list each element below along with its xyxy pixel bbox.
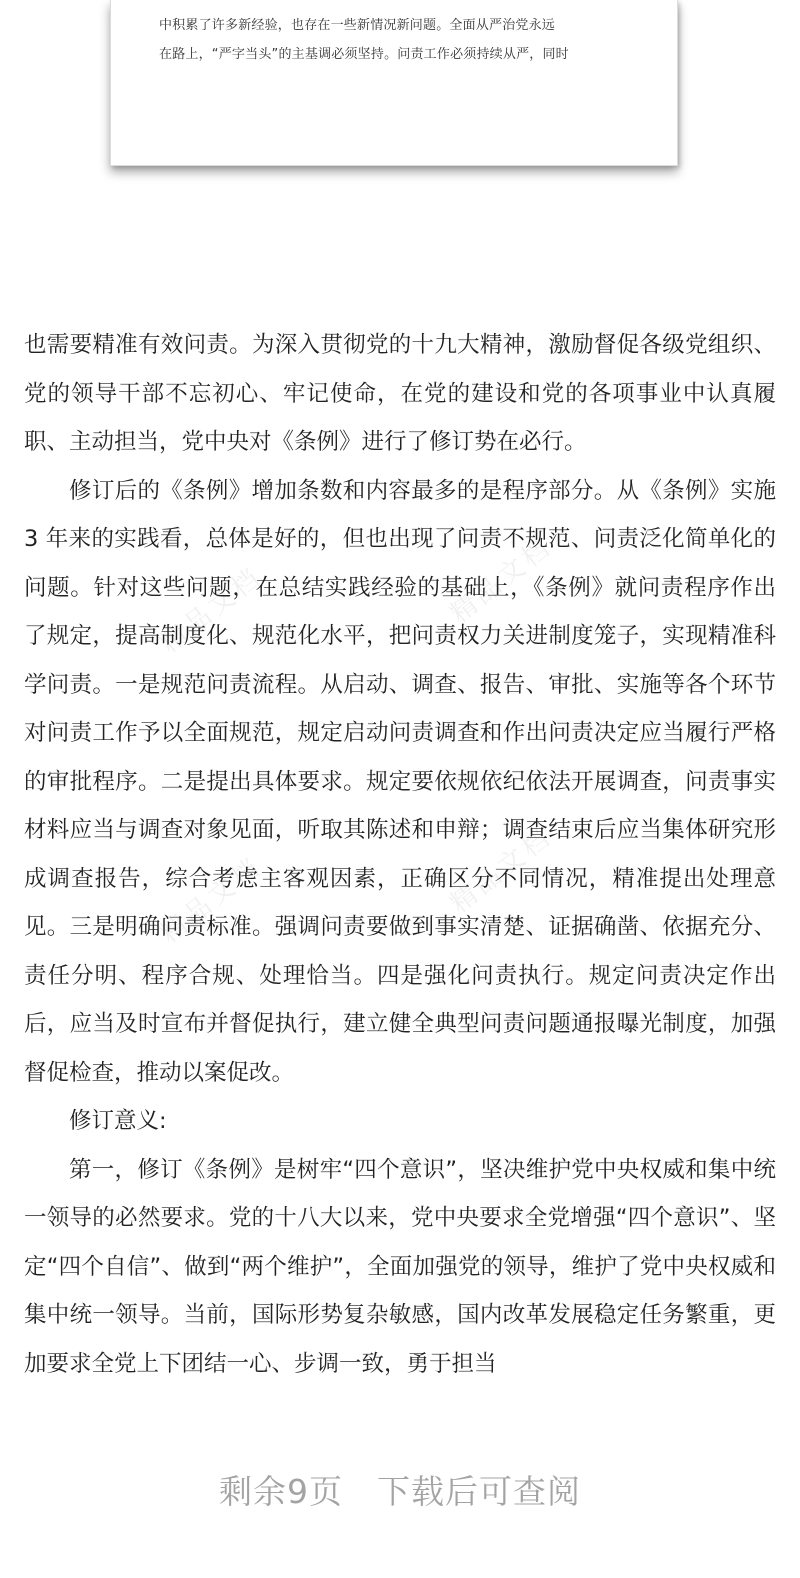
download-hint-label[interactable]: 下载后可查阅 bbox=[377, 1472, 581, 1511]
previous-page-preview bbox=[110, 0, 678, 166]
document-body bbox=[24, 321, 776, 1388]
paragraph-2: 修订后的《条例》增加条数和内容最多的是程序部分。从《条例》实施 3 年来的实践看，总体是好的，但也出现了问责不规范、问责泛化简单化的问题。针对这些问题，在总结实践经验的基础上，《条例》就问责程序作出了规定，提高制度化、规范化水平，把问责权力关进制度笼子，实现精准科学问责。一是规范问责流程。从启动、调查、报告、审批、实施等各个环节对问责工作予以全面规范，规定启动问责调查和作出问责决定应当履行严格的审批程序。二是提出具体要求。规定要依规依纪依法开展调查，问责事实材料应当与调查对象见面，听取其陈述和申辩；调查结束后应当集体研究形成调查报告，综合考虑主客观因素，正确区分不同情况，精准提出处理意见。三是明确问责标准。强调问责要做到事实清楚、证据确凿、依据充分、责任分明、程序合规、处理恰当。四是强化问责执行。规定问责决定作出后，应当及时宣布并督促执行，建立健全典型问责问题通报曝光制度，加强督促检查，推动以案促改。 bbox=[24, 477, 776, 1086]
paragraph-1: 也需要精准有效问责。为深入贯彻党的十九大精神，激励督促各级党组织、党的领导干部不忘初心、牢记使命，在党的建设和党的各项事业中认真履职、主动担当，党中央对《条例》进行了修订势在必行。 bbox=[24, 332, 776, 455]
preview-line-1: 中积累了许多新经验，也存在一些新情况新问题。全面从严治党永远 bbox=[159, 18, 556, 33]
watermark: 精品文档 bbox=[445, 531, 559, 630]
watermark: 精品文档 bbox=[445, 821, 559, 920]
watermark: 精品文档 bbox=[155, 851, 269, 950]
paragraph-3: 第一，修订《条例》是树牢“四个意识”，坚决维护党中央权威和集中统一领导的必然要求。党的十八大以来，党中央要求全党增强“四个意识”、坚定“四个自信”、做到“两个维护”，全面加强党的领导，维护了党中央权威和集中统一领导。当前，国际形势复杂敏感，国内改革发展稳定任务繁重，更加要求全党上下团结一心、步调一致，勇于担当 bbox=[24, 1156, 776, 1377]
preview-line-2: 在路上，“严字当头”的主基调必须坚持。问责工作必须持续从严，同时 bbox=[159, 47, 569, 62]
section-heading: 修订意义: bbox=[69, 1108, 167, 1134]
remaining-pages-label[interactable]: 剩余9页 bbox=[219, 1472, 343, 1511]
download-prompt[interactable] bbox=[0, 1466, 800, 1513]
watermark: 精品文档 bbox=[155, 561, 269, 660]
